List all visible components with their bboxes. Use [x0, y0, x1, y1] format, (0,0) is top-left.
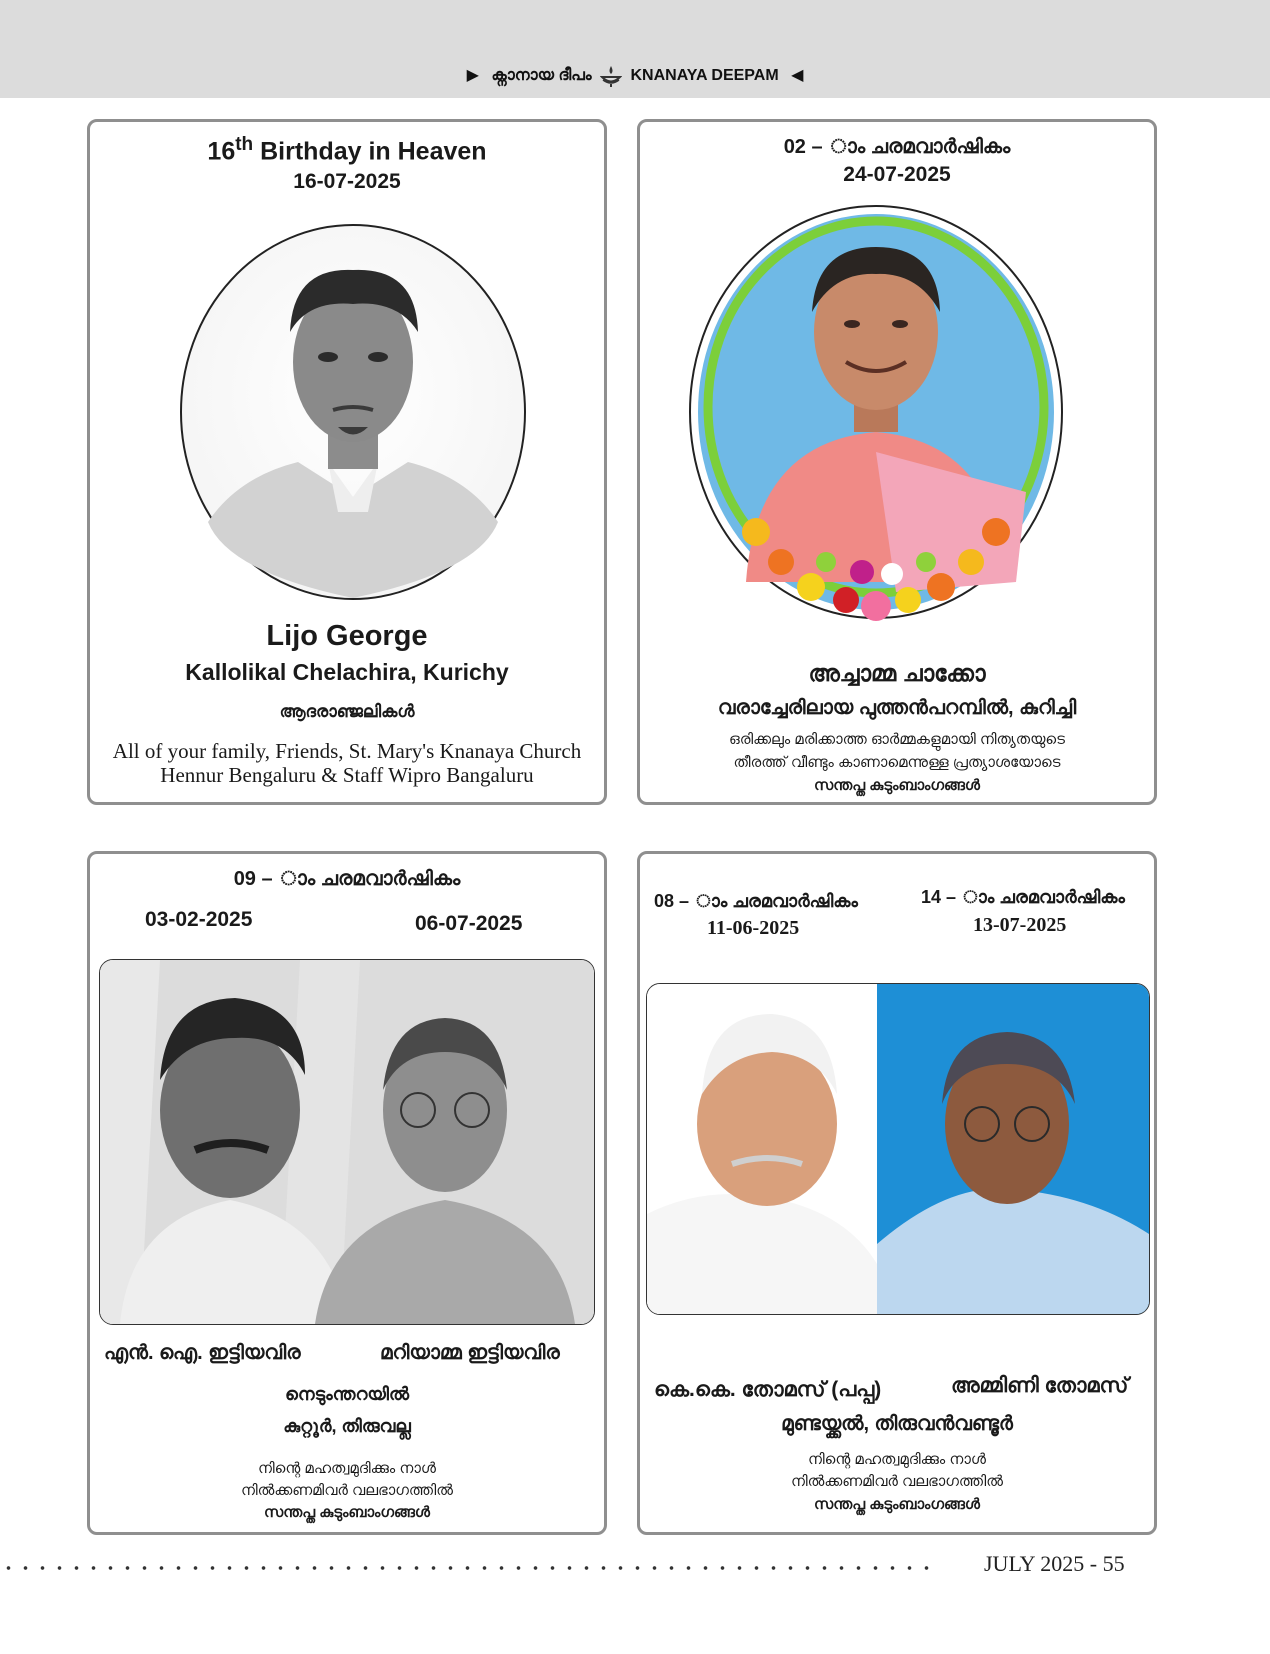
footer-dotted-rule: [0, 1564, 940, 1572]
header-title-english: KNANAYA DEEPAM: [630, 67, 779, 85]
card3-message-line2: നിൽക്കണമിവർ വലഭാഗത്തിൽ: [241, 1482, 453, 1499]
card4-signoff: സന്തപ്ത കുടുംബാംഗങ്ങൾ: [814, 1496, 980, 1513]
card3-name-right: മറിയാമ്മ ഇട്ടിയവിര: [380, 1342, 560, 1364]
card1-date: 16-07-2025: [293, 170, 401, 193]
card1-from-line2: Hennur Bengaluru & Staff Wipro Bangaluru: [160, 763, 534, 787]
card3-date-right: 06-07-2025: [415, 912, 523, 935]
card3-name-left: എൻ. ഐ. ഇട്ടിയവിര: [104, 1342, 301, 1364]
card2-message-line2: തീരത്ത് വീണ്ടും കാണാമെന്നുള്ള പ്രത്യാശയോടെ: [733, 754, 1061, 771]
card4-name-left: കെ.കെ. തോമസ് (പപ്പ): [654, 1378, 882, 1401]
card1-from-line1: All of your family, Friends, St. Mary's Knanaya Church: [112, 739, 582, 763]
header-title: [0, 64, 1270, 88]
obituary-card-achamma: [637, 119, 1157, 805]
card3-date-left: 03-02-2025: [145, 908, 253, 931]
page-header: [0, 0, 1270, 98]
portrait-lijo-george: [178, 222, 528, 602]
header-title-malayalam: ക്നാനായ ദീപം: [491, 67, 592, 85]
card4-anniversary-right: 14 – ാം ചരമവാർഷികം: [921, 887, 1125, 907]
card2-signoff: സന്തപ്ത കുടുംബാംഗങ്ങൾ: [814, 777, 980, 794]
portrait-achamma-chacko: [686, 202, 1066, 622]
card4-date-right: 13-07-2025: [973, 914, 1067, 936]
card4-date-left: 11-06-2025: [707, 917, 800, 939]
card3-signoff: സന്തപ്ത കുടുംബാംഗങ്ങൾ: [264, 1504, 430, 1521]
card1-tribute: ആദരാഞ്ജലികൾ: [279, 702, 415, 721]
photo-ittyavira-couple: [99, 959, 595, 1325]
card4-message-line1: നിന്റെ മഹത്വമുദിക്കും നാൾ: [808, 1451, 986, 1468]
card2-family: വരാച്ചേരിലായ പുത്തൻപറമ്പിൽ, കുറിച്ചി: [717, 697, 1077, 719]
card2-name: അച്ചാമ്മ ചാക്കോ: [808, 660, 986, 686]
card3-anniversary: 09 – ാം ചരമവാർഷികം: [233, 868, 461, 890]
oil-lamp-icon: [600, 64, 622, 88]
card4-anniversary-left: 08 – ാം ചരമവാർഷികം: [654, 891, 858, 911]
obituary-card-ittyavira: [87, 851, 607, 1535]
photo-thomas-couple: [646, 983, 1150, 1315]
card4-name-right: അമ്മിണി തോമസ്: [951, 1374, 1129, 1397]
card1-name: Lijo George: [266, 620, 428, 652]
card2-message-line1: ഒരിക്കലും മരിക്കാത്ത ഓർമ്മകളുമായി നിത്യതയുടെ: [729, 731, 1065, 748]
obituary-card-thomas: [637, 851, 1157, 1535]
card3-place: കുറ്റൂർ, തിരുവല്ല: [283, 1416, 411, 1436]
card3-message-line1: നിന്റെ മഹത്വമുദിക്കും നാൾ: [258, 1460, 436, 1477]
card1-heading: 16th Birthday in Heaven: [207, 134, 487, 166]
card2-anniversary: 02 – ാം ചരമവാർഷികം: [783, 136, 1011, 158]
card2-date: 24-07-2025: [843, 163, 951, 186]
page-number: JULY 2025 - 55: [984, 1551, 1125, 1576]
card3-house: നെടുംന്തറയിൽ: [284, 1384, 410, 1404]
card1-family: Kallolikal Chelachira, Kurichy: [185, 659, 509, 685]
right-arrow-icon: ▶: [466, 67, 479, 85]
card4-family: മുണ്ടയ്ക്കൽ, തിരുവൻവണ്ടൂർ: [781, 1413, 1013, 1435]
card4-message-line2: നിൽക്കണമിവർ വലഭാഗത്തിൽ: [791, 1473, 1003, 1490]
obituary-card-lijo: [87, 119, 607, 805]
left-arrow-icon: ◀: [791, 67, 804, 85]
